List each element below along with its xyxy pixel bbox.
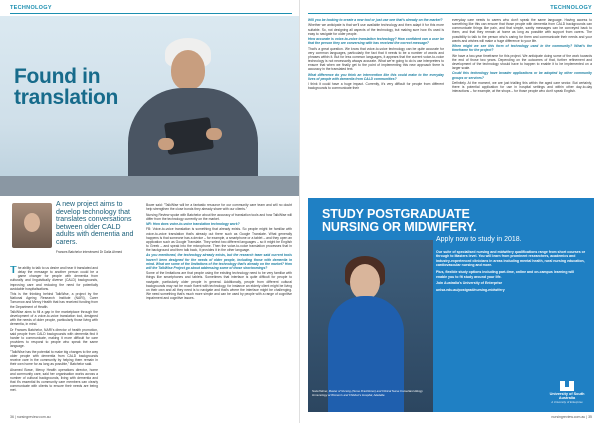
ad-subhead: Apply now to study in 2018. [436, 236, 522, 243]
article-title [14, 66, 118, 108]
university-crest-icon [559, 380, 575, 392]
advertisement[interactable] [308, 198, 594, 412]
author-photo [12, 203, 52, 248]
ad-headline [322, 208, 476, 234]
ad-copy [436, 250, 586, 295]
ad-photo-caption: Nola Palmer, Master of Nursing (Nurse Practitioner) and Clinical Nurse Consultant Allergy Immunology at Women's and Children's Hospital, Adelaide. [312, 389, 423, 397]
person-head [171, 50, 205, 90]
university-name: University of South Australia [549, 392, 585, 401]
paragraph: TalkWise aims to fill a gap in the marketplace through the development of a voice-to-voice translation tool, designed with the needs of older people, particularly those living with dementia, in mind. [10, 309, 98, 327]
interview-answer: I think it could have a huge impact. Currently, it's very difficult for people from different backgrounds to communicate their [308, 82, 444, 91]
interview-question: What difference do you think an intervention like this could make to the everyday lives of people with dementia from CALD communities? [308, 72, 444, 81]
section-rule [10, 13, 292, 14]
paragraph: Bowe said: "TalkWise will be a fantastic resource for our community care team and will no doubt help strengthen the close bonds they already share with our clients." [146, 203, 292, 212]
paragraph: This is the thinking behind TalkWise, a project by the National Ageing Research Institute (NARI), Carer Tomorrow and Mercy Health that has received funding from the Department of Health. [10, 292, 98, 309]
paragraph: everyday care needs to carers who don't speak the same language. Having access to something like this can ensure that those people with dementia from CALD backgrounds can communicate things like pain, and that simple, sanity messages can be conveyed back to them, and that they remain at home as long as possible with support from carers. The possibility to talk to the person who's caring for them and communicate their needs and your wants and wishes will make a huge difference to your life. [452, 18, 592, 43]
paragraph: Nursing Review spoke with Batchelor about the accuracy of translation tools and how TalkWise will differ from the technology currently on the market. [146, 212, 292, 221]
page-folio: nursingreview.com.au | 35 [551, 415, 592, 419]
section-tag: TECHNOLOGY [550, 5, 592, 11]
drop-cap: T [10, 266, 17, 276]
interview-answer: FB: Voice-to-voice translation is something that already exists. So people might be familiar with voice-to-voice translation that's already out there such as Google Translate. What generally happens is that someone has a device – for example, a smartphone or a tablet – and they open an application such as Google Translate. They select two different languages – so it might be English to Greek – and speak into the microphone. Then the voice-to-voice translation processes that in the background and then talk back, it provides it in the other language. [146, 227, 292, 253]
interview-question: Will you be looking to create a new tool or just use one that's already on the market? [308, 18, 443, 22]
interview-answer: Definitely. At the moment, we are just trialling this within the aged care sector. But certainly, there is potential application for use in hospital settings and within other day-to-day interactions – for example, at the shops – for those people who don't speak English. [452, 80, 592, 94]
ad-headline-line-2: NURSING OR MIDWIFERY. [322, 220, 477, 234]
section-rule [308, 13, 592, 14]
hero-image [0, 16, 300, 196]
article-column-3 [308, 18, 444, 196]
article-byline: Frances Batchelor interviewed Dr Dalia Ahmed [56, 250, 123, 254]
paragraph: Ahamed Bowe, Mercy Health operations director, home and community care, said her organisation works across a number of cultural backgrounds, living with dementia and that it's essential its community care members can clearly communicate with clients to ensure their needs are being met. [10, 367, 98, 393]
ad-url-link[interactable]: unisa.edu.au/postgrad/nursing-midwifery [436, 288, 505, 293]
ad-headline-line-1: STUDY POSTGRADUATE [322, 207, 470, 221]
interview-answer: We have a two-year timeframe for this project. We anticipate doing some of the work towards the end of those two years. Depending on the outcomes of that, further refinement and development of the technology should have to happen to enable it to be implemented on a larger scale. [452, 53, 592, 71]
paragraph: Dr Frances Batchelor, NARI's director of health promotion, said people from CALD backgrounds with dementia find it harder to communicate, making it more difficult for care providers to respond to people who speak the same language. [10, 327, 98, 349]
interview-question: NR: How does voice-to-voice translation technology work? [146, 222, 240, 226]
hand [158, 138, 174, 150]
desk [0, 176, 300, 196]
title-line-1: Found in [14, 65, 101, 88]
hand [206, 128, 222, 140]
ad-paragraph: Our suite of specialised nursing and midwifery qualifications range from short courses or through to Masters level. You will learn from prominent researchers, academics and industry-experienced clinicians in areas including mental health, rural nursing education, cardiovascular nursing and more. [436, 250, 586, 268]
ad-paragraph: Plus, flexible study options including part-time, online and on-campus learning will enable you to fit study around your life. [436, 270, 575, 279]
person-head [350, 264, 380, 300]
right-page [300, 0, 600, 423]
title-line-2: translation [14, 86, 119, 109]
page-folio: 36 | nursingreview.com.au [10, 415, 51, 419]
university-logo [546, 380, 588, 404]
interview-question: How accurate is voice-to-voice translation technology? How confident can a user be that the person they are conversing with has received the correct message? [308, 37, 444, 46]
article-column-1 [10, 266, 98, 416]
interview-answer: Some of the limitations are that people using the existing technology need to be very familiar with things like smartphones and tablets. Sometimes that interface is quite difficult for people to navigate, particularly older people in general. Additionally, people from different cultural backgrounds may not be much fluent with technology, for instance an elderly client might be living on their own and all they need is to navigate and that's where the interface might be challenging. We need something that's much more simple and can be used by people with a range of cognitive impairment and cognitive issues. [146, 271, 292, 301]
article-intro: A new project aims to develop technology that translates conversations between older CALD adults with dementia and carers. [56, 201, 134, 246]
paragraph: "TalkWise has the potential to make big changes to the way older people with dementia from CALD backgrounds receive care in the community by helping them remain in their own home for as long as possible," Batchelor said. [10, 349, 98, 367]
interview-question: As you mentioned, the technology already exists, but the research team said current tools haven't been designed for the needs of older people, including those with dementia in mind. What are some of the limitations of the technology that's already on the market? How will the TalkWise Project go about addressing some of those shortcomings? [146, 253, 292, 270]
article-column-4 [452, 18, 592, 196]
university-tagline: A University of Enterprise [551, 400, 583, 405]
ad-paragraph: Join Australia's University of Enterprise [436, 281, 503, 286]
interview-question: Could this technology have broader applications or be adopted by other community groups or services? [452, 71, 592, 80]
ad-photo [308, 240, 433, 412]
article-column-2 [146, 203, 292, 415]
author-face [24, 213, 40, 232]
interview-question: When might we see this form of technology used in the community? What's the timeframe for the project? [452, 44, 592, 53]
interview-answer: Whether we anticipate is that we'll use available technology and then adapt it for this more suitable. So, not designing all aspects of the technology, but making sure how it's used is easy to navigate for older people. [308, 23, 444, 36]
interview-answer: That's a great question. We know that voice-to-voice technology can be quite accurate for very common languages, particularly the fact that it needs to be a number of words and phrases within it. But for less common languages, it appears that the current voice-to-voice technology is not necessarily always accurate. What we're going to do is use interpreters to ensure that when we finally get to the point of implementing this new approach there is accuracy in the translated text. [308, 46, 444, 72]
section-tag: TECHNOLOGY [10, 5, 52, 11]
paragraph: he ability to talk to us desire and hear it translated and delay the message to another person could be a game changer for people with dementia from culturally and linguistically diverse (CALD) backgrounds, improving care and reducing the need for potentially avoidable hospitalisations. [10, 266, 98, 291]
